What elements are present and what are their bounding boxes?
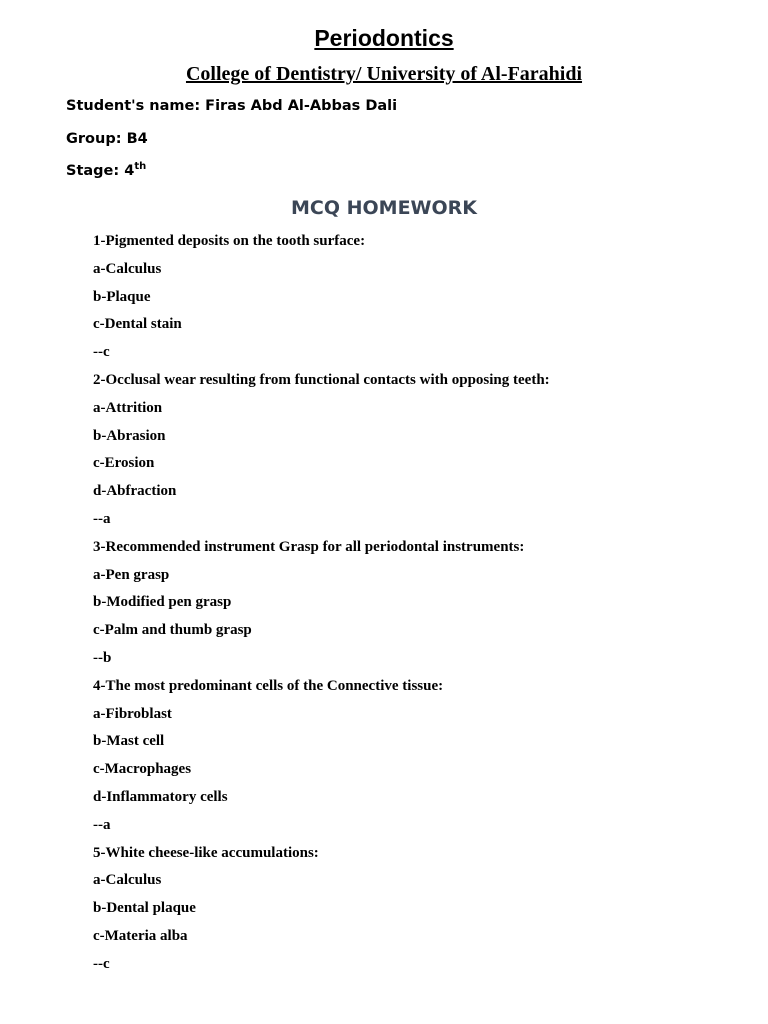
option-line: c-Palm and thumb grasp	[93, 622, 252, 639]
section-heading: MCQ HOMEWORK	[290, 197, 478, 219]
student-name: Student's name: Firas Abd Al-Abbas Dali	[66, 98, 398, 114]
question-line: 2-Occlusal wear resulting from functional contacts with opposing teeth:	[93, 371, 550, 388]
document-title	[0, 22, 768, 54]
option-line: c-Materia alba	[93, 927, 188, 944]
option-line: c-Dental stain	[93, 316, 182, 333]
student-group: Group: B4	[66, 131, 148, 147]
answer-line: --c	[93, 344, 110, 361]
option-line: b-Mast cell	[93, 733, 165, 750]
option-line: b-Plaque	[93, 288, 151, 305]
document-title-text: Periodontics	[314, 25, 454, 51]
student-stage	[66, 161, 146, 181]
question-line: 4-The most predominant cells of the Connective tissue:	[93, 677, 444, 694]
student-stage-suffix: th	[134, 161, 147, 172]
option-line: b-Dental plaque	[93, 900, 196, 917]
question-line: 1-Pigmented deposits on the tooth surface:	[93, 233, 366, 249]
option-line: d-Inflammatory cells	[93, 788, 228, 805]
document-subtitle	[0, 60, 768, 88]
question-line: 5-White cheese-like accumulations:	[93, 844, 319, 861]
option-line: a-Calculus	[93, 260, 162, 277]
option-line: b-Modified pen grasp	[93, 594, 232, 611]
answer-line: --c	[93, 955, 110, 972]
option-line: b-Abrasion	[93, 427, 166, 444]
option-line: c-Erosion	[93, 455, 155, 472]
option-line: d-Abfraction	[93, 483, 177, 500]
option-line: a-Calculus	[93, 872, 162, 889]
mcq-list	[93, 230, 550, 981]
option-line: a-Attrition	[93, 399, 163, 416]
student-stage-text: Stage: 4	[66, 163, 135, 179]
question-line: 3-Recommended instrument Grasp for all periodontal instruments:	[93, 538, 525, 555]
option-line: a-Pen grasp	[93, 566, 170, 583]
option-line: c-Macrophages	[93, 761, 192, 778]
answer-line: --a	[93, 816, 111, 833]
answer-line: --b	[93, 649, 112, 666]
option-line: a-Fibroblast	[93, 705, 172, 722]
document-subtitle-text: College of Dentistry/ University of Al-Farahidi	[185, 63, 583, 85]
answer-line: --a	[93, 510, 111, 527]
